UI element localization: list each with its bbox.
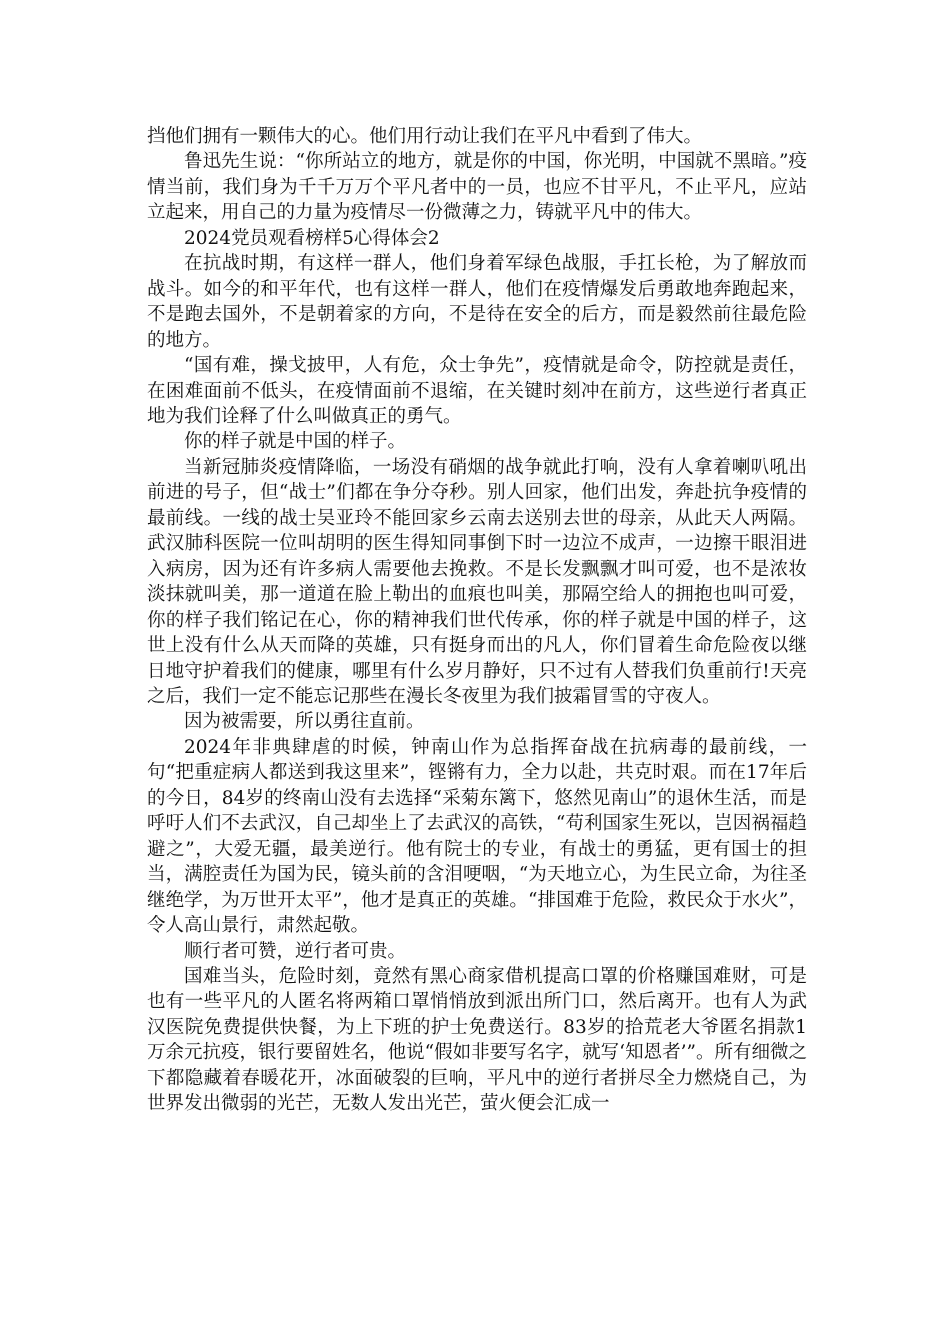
paragraph-lu-xun-quote: 鲁迅先生说：“你所站立的地方，就是你的中国，你光明，中国就不黑暗。”疫情当前，我们身为千千万万个平凡者中的一员，也应不甘平凡，不止平凡，应站立起来，用自己的力量为疫情尽一份微薄之力，铸就平凡中的伟大。 [147,151,807,224]
paragraph-national-crisis: “国有难，操戈披甲，人有危，众士争先”，疫情就是命令，防控就是责任，在困难面前不低头，在疫情面前不退缩，在关键时刻冲在前方，这些逆行者真正地为我们诠释了什么叫做真正的勇气。 [147,355,807,427]
paragraph-praise: 顺行者可赞，逆行者可贵。 [184,940,407,962]
section-heading: 2024党员观看榜样5心得体会2 [184,227,440,249]
paragraph-ordinary-heroes: 国难当头，危险时刻，竟然有黑心商家借机提高口罩的价格赚国难财，可是也有一些平凡的人匿名将两箱口罩悄悄放到派出所门口，然后离开。也有人为武汉医院免费提供快餐，为上下班的护士免费送行。83岁的拾荒老大爷匿名捐款1万余元抗疫，银行要留姓名，他说“假如非要写名字，就写‘知恩者’”。所有细微之下都隐藏着春暖花开，冰面破裂的巨响，平凡中的逆行者拼尽全力燃烧自己，为世界发出微弱的光芒，无数人发出光芒，萤火便会汇成一 [147,965,807,1115]
document-body [147,124,807,1117]
paragraph-needed: 因为被需要，所以勇往直前。 [184,711,425,733]
paragraph-your-look: 你的样子就是中国的样子。 [184,431,407,453]
paragraph-wartime: 在抗战时期，有这样一群人，他们身着军绿色战服，手扛长枪，为了解放而战斗。如今的和平年代，也有这样一群人，他们在疫情爆发后勇敢地奔跑起来，不是跑去国外，不是朝着家的方向，不是待在安全的后方，而是毅然前往最危险的地方。 [147,253,807,351]
paragraph-zhong-nanshan: 2024年非典肆虐的时候，钟南山作为总指挥奋战在抗病毒的最前线，一句“把重症病人都送到我这里来”，铿锵有力，全力以赴，共克时艰。而在17年后的今日，84岁的终南山没有去选择“采菊东篱下，悠然见南山”的退休生活，而是呼吁人们不去武汉，自己却坐上了去武汉的高铁，“苟利国家生死以，岂因祸福趋避之”，大爱无疆，最美逆行。他有院士的专业，有战士的勇猛，更有国士的担当，满腔责任为国为民，镜头前的含泪哽咽，“为天地立心，为生民立命，为往圣继绝学，为万世开太平”，他才是真正的英雄。“排国难于危险，救民众于水火”，令人高山景行，肃然起敬。 [147,736,807,937]
paragraph-covid-frontline: 当新冠肺炎疫情降临，一场没有硝烟的战争就此打响，没有人拿着喇叭吼出前进的号子，但“战士”们都在争分夺秒。别人回家，他们出发，奔赴抗争疫情的最前线。一线的战士吴亚玲不能回家乡云南去送别去世的母亲，从此天人两隔。武汉肺科医院一位叫胡明的医生得知同事倒下时一边泣不成声，一边擦干眼泪进入病房，因为还有许多病人需要他去挽救。不是长发飘飘才叫可爱，也不是浓妆淡抹就叫美，那一道道在脸上勒出的血痕也叫美，那隔空给人的拥抱也叫可爱，你的样子我们铭记在心，你的精神我们世代传承，你的样子就是中国的样子，这世上没有什么从天而降的英雄，只有挺身而出的凡人，你们冒着生命危险夜以继日地守护着我们的健康，哪里有什么岁月静好，只不过有人替我们负重前行!天亮之后，我们一定不能忘记那些在漫长冬夜里为我们披霜冒雪的守夜人。 [147,456,807,707]
paragraph-continuation: 挡他们拥有一颗伟大的心。他们用行动让我们在平凡中看到了伟大。 [147,126,703,147]
